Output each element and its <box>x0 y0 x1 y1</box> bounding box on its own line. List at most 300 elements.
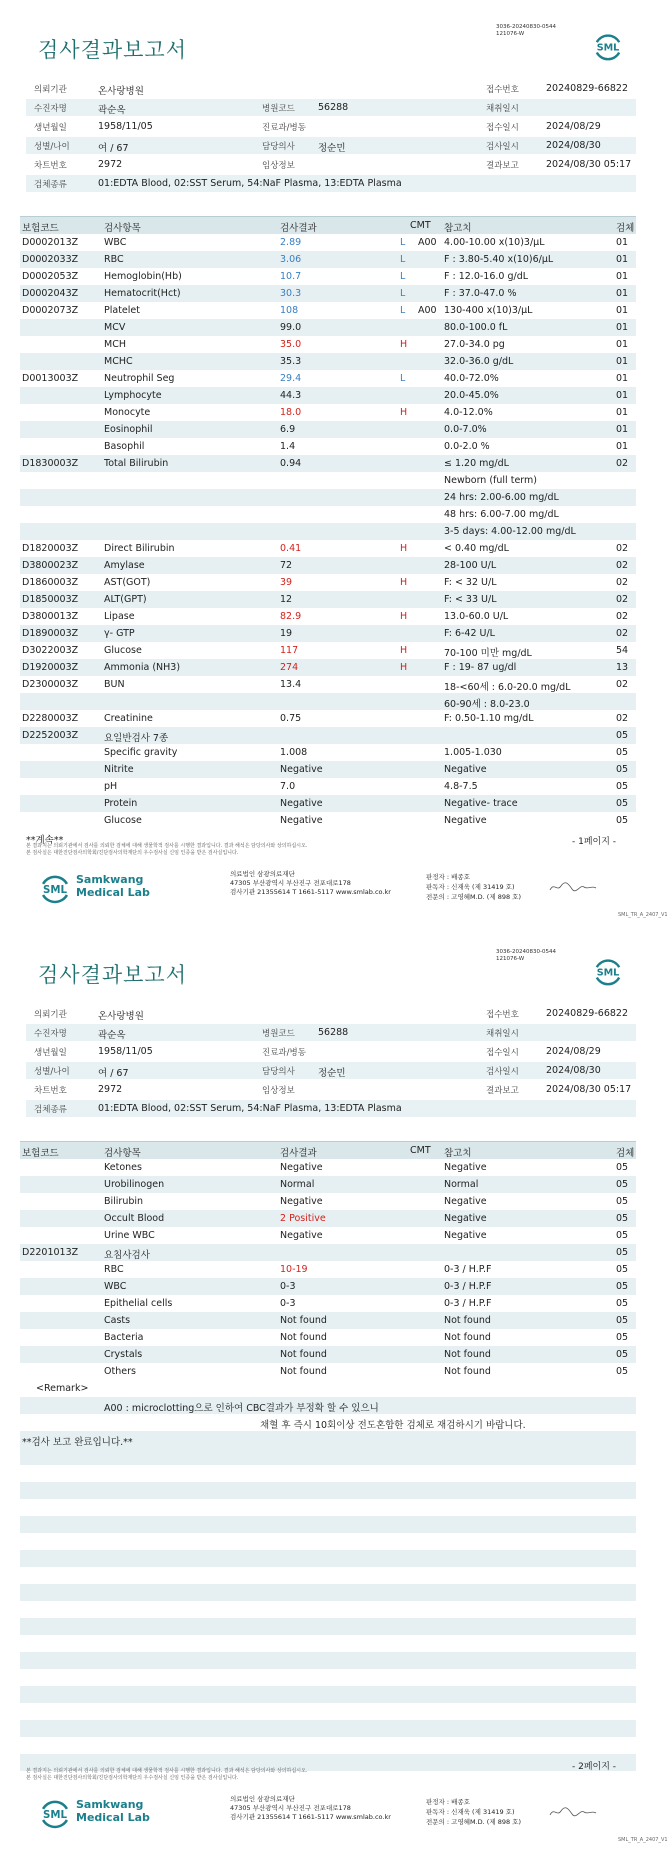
staff-line: 판정자 : 배종호 <box>426 873 470 881</box>
reference-range: Not found <box>444 1332 491 1343</box>
test-result: 35.3 <box>280 356 302 367</box>
header-label: 수진자명 <box>34 1029 67 1039</box>
result-flag: L <box>400 288 406 299</box>
sml-logo-icon <box>38 1797 72 1831</box>
test-result: 6.9 <box>280 424 296 435</box>
specimen-code: 01 <box>616 271 629 282</box>
insurance-code: D1860003Z <box>22 577 79 588</box>
header-label: 채취일시 <box>486 104 519 114</box>
header-label: 검체종류 <box>34 180 67 190</box>
test-item: Crystals <box>104 1349 143 1360</box>
test-item: Ammonia (NH3) <box>104 662 181 673</box>
reference-range: F : 37.0-47.0 % <box>444 288 517 299</box>
result-flag: H <box>400 662 408 673</box>
test-result: 12 <box>280 594 293 605</box>
test-item: Bilirubin <box>104 1196 144 1207</box>
column-label: 검체 <box>616 223 635 234</box>
test-result: 82.9 <box>280 611 302 622</box>
header-value: 2972 <box>98 1084 123 1095</box>
header-label: 병원코드 <box>262 1029 295 1039</box>
header-value: 2024/08/30 05:17 <box>546 159 632 170</box>
result-row <box>20 1193 636 1210</box>
test-item: Epithelial cells <box>104 1298 173 1309</box>
form-code: SML_TR_A_2407_V1 <box>618 912 668 918</box>
result-row <box>20 268 636 285</box>
header-row <box>26 80 636 97</box>
result-row <box>20 438 636 455</box>
remark-text: A00 : microclotting으로 인하여 CBC결과가 부정확 할 수 있으니 <box>104 1403 379 1414</box>
specimen-code: 05 <box>616 1196 629 1207</box>
test-result: Normal <box>280 1179 315 1190</box>
test-item: Others <box>104 1366 136 1377</box>
header-label: 성별/나이 <box>34 1067 70 1077</box>
test-item: BUN <box>104 679 125 690</box>
doc-code-line: 3036-20240830-0544 <box>496 949 556 955</box>
test-item: Lymphocyte <box>104 390 162 401</box>
org-name: 의료법인 삼광의료재단 <box>230 870 295 878</box>
test-result: 108 <box>280 305 299 316</box>
result-row <box>20 540 636 557</box>
specimen-code: 02 <box>616 628 629 639</box>
test-result: 19 <box>280 628 293 639</box>
fine-print-line: 본 검사실은 대한진단검사의학회/진단검사의학재단의 우수검사실 신임 인증을 받은 검사실입니다. <box>26 849 239 856</box>
test-item: Creatinine <box>104 713 153 724</box>
company-name-line: Medical Lab <box>76 1811 150 1824</box>
specimen-code: 05 <box>616 781 629 792</box>
result-row <box>20 302 636 319</box>
test-item: Hemoglobin(Hb) <box>104 271 182 282</box>
reference-range: Negative <box>444 764 487 775</box>
result-row <box>20 795 636 812</box>
test-item: Urobilinogen <box>104 1179 165 1190</box>
reference-range: ≤ 1.20 mg/dL <box>444 458 509 469</box>
fine-print-line: 본 결과지는 의뢰기관에서 검사를 의뢰한 검체에 대해 생물학적 검사를 시행한 결과입니다. 결과 해석은 담당의사와 상의하십시오. <box>26 843 308 849</box>
result-row <box>20 1329 636 1346</box>
result-row <box>20 642 636 659</box>
header-label: 임상정보 <box>262 1086 295 1096</box>
test-result: 274 <box>280 662 299 673</box>
specimen-code: 02 <box>616 543 629 554</box>
column-label: 검사결과 <box>280 1148 317 1159</box>
empty-row <box>20 1720 636 1737</box>
reference-range: Negative- trace <box>444 798 518 809</box>
column-label: 검체 <box>616 1148 635 1159</box>
test-item: Neutrophil Seg <box>104 373 175 384</box>
test-result: Negative <box>280 1162 323 1173</box>
signature-icon <box>548 1805 598 1819</box>
page-number: - 2페이지 - <box>572 1762 617 1772</box>
empty-row <box>20 1601 636 1618</box>
column-label: 보험코드 <box>22 1148 59 1159</box>
org-name: 의료법인 삼광의료재단 <box>230 1795 295 1803</box>
reference-range: 24 hrs: 2.00-6.00 mg/dL <box>444 492 559 503</box>
specimen-code: 05 <box>616 1162 629 1173</box>
header-value: 01:EDTA Blood, 02:SST Serum, 54:NaF Plasma, 13:EDTA Plasma <box>98 1103 402 1114</box>
test-item: Total Bilirubin <box>104 458 169 469</box>
header-value: 온사랑병원 <box>98 1011 144 1022</box>
reference-range: 0.0-2.0 % <box>444 441 490 452</box>
result-row <box>20 778 636 795</box>
signature-icon <box>548 880 598 894</box>
remark-row <box>20 1431 636 1448</box>
result-row <box>20 1244 636 1261</box>
test-result: Negative <box>280 1196 323 1207</box>
header-row <box>26 1043 636 1060</box>
result-row <box>20 523 636 540</box>
address: 47305 부산광역시 부산진구 전포대로178 <box>230 1804 351 1812</box>
insurance-code: D0002013Z <box>22 237 79 248</box>
reference-range: 4.0-12.0% <box>444 407 493 418</box>
fine-print-line: 본 결과지는 의뢰기관에서 검사를 의뢰한 검체에 대해 생물학적 검사를 시행한 결과입니다. 결과 해석은 담당의사와 상의하십시오. <box>26 1768 308 1774</box>
specimen-code: 02 <box>616 577 629 588</box>
empty-row <box>20 1618 636 1635</box>
specimen-code: 05 <box>616 1315 629 1326</box>
test-result: 2 Positive <box>280 1213 326 1224</box>
header-label: 접수일시 <box>486 1048 519 1058</box>
report-complete: **검사 보고 완료입니다.** <box>22 1437 133 1448</box>
specimen-code: 01 <box>616 339 629 350</box>
header-row <box>26 118 636 135</box>
header-label: 성별/나이 <box>34 142 70 152</box>
result-row <box>20 1295 636 1312</box>
test-result: 2.89 <box>280 237 302 248</box>
insurance-code: D3800023Z <box>22 560 79 571</box>
column-header <box>20 1141 636 1159</box>
test-result: 30.3 <box>280 288 302 299</box>
result-row <box>20 1363 636 1380</box>
header-label: 생년월일 <box>34 123 67 133</box>
header-value: 곽순옥 <box>98 105 126 116</box>
svg-text:SML: SML <box>596 967 620 979</box>
reference-range: Normal <box>444 1179 479 1190</box>
empty-row <box>20 1652 636 1669</box>
header-label: 검체종류 <box>34 1105 67 1115</box>
form-code: SML_TR_A_2407_V1 <box>618 1837 668 1843</box>
result-row <box>20 353 636 370</box>
column-label: CMT <box>410 220 431 231</box>
staff-line: 판독자 : 신재욱 (제 31419 호) <box>426 1808 515 1816</box>
result-row <box>20 557 636 574</box>
test-result: Not found <box>280 1332 327 1343</box>
test-item: MCH <box>104 339 126 350</box>
empty-row <box>20 1737 636 1754</box>
continue-note: **계속** <box>26 835 64 846</box>
insurance-code: D1820003Z <box>22 543 79 554</box>
result-row <box>20 285 636 302</box>
test-item: Specific gravity <box>104 747 178 758</box>
document-code <box>496 24 556 38</box>
reference-range: 3-5 days: 4.00-12.00 mg/dL <box>444 526 576 537</box>
header-label: 수진자명 <box>34 104 67 114</box>
doc-code-line: 121076-W <box>496 956 525 962</box>
result-flag: L <box>400 305 406 316</box>
report-title: 검사결과보고서 <box>38 963 188 987</box>
header-row <box>26 1100 636 1117</box>
test-result: Not found <box>280 1366 327 1377</box>
result-row <box>20 659 636 676</box>
test-result: 0.94 <box>280 458 302 469</box>
header-value: 정순민 <box>318 143 346 154</box>
test-item: Nitrite <box>104 764 134 775</box>
test-item: Bacteria <box>104 1332 144 1343</box>
result-row <box>20 574 636 591</box>
specimen-code: 05 <box>616 1281 629 1292</box>
header-row <box>26 1005 636 1022</box>
fine-print-line: 본 검사실은 대한진단검사의학회/진단검사의학재단의 우수검사실 신임 인증을 받은 검사실입니다. <box>26 1774 239 1781</box>
header-label: 임상정보 <box>262 161 295 171</box>
reference-range: 60-90세 : 8.0-23.0 <box>444 699 530 710</box>
header-value: 01:EDTA Blood, 02:SST Serum, 54:NaF Plasma, 13:EDTA Plasma <box>98 178 402 189</box>
reference-range: 1.005-1.030 <box>444 747 502 758</box>
test-result: 99.0 <box>280 322 302 333</box>
specimen-code: 05 <box>616 1332 629 1343</box>
empty-row <box>20 1516 636 1533</box>
test-item: pH <box>104 781 118 792</box>
report-title: 검사결과보고서 <box>38 38 188 62</box>
reference-range: 0-3 / H.P.F <box>444 1264 492 1275</box>
staff-info <box>426 872 521 902</box>
comment-code: A00 <box>418 237 437 248</box>
result-row <box>20 710 636 727</box>
header-label: 접수번호 <box>486 1010 519 1020</box>
sml-logo-icon <box>592 956 624 988</box>
header-label: 결과보고 <box>486 161 519 171</box>
header-value: 2024/08/30 <box>546 1065 601 1076</box>
svg-text:SML: SML <box>43 884 67 896</box>
test-item: Monocyte <box>104 407 151 418</box>
test-item: Casts <box>104 1315 131 1326</box>
header-label: 차트번호 <box>34 1086 67 1096</box>
company-name <box>76 873 150 899</box>
insurance-code: D0002033Z <box>22 254 79 265</box>
header-value: 2024/08/29 <box>546 1046 601 1057</box>
result-flag: H <box>400 645 408 656</box>
header-value: 여 / 67 <box>98 1068 129 1079</box>
staff-line: 전문의 : 고영혜M.D. (제 898 호) <box>426 1818 521 1826</box>
insurance-code: D1850003Z <box>22 594 79 605</box>
specimen-code: 01 <box>616 373 629 384</box>
remark-row <box>20 1397 636 1414</box>
header-row <box>26 156 636 173</box>
column-label: 검사항목 <box>104 223 141 234</box>
test-item: MCHC <box>104 356 133 367</box>
result-flag: H <box>400 339 408 350</box>
result-flag: H <box>400 407 408 418</box>
insurance-code: D3022003Z <box>22 645 79 656</box>
header-value: 20240829-66822 <box>546 1008 629 1019</box>
reference-range: F: < 32 U/L <box>444 577 497 588</box>
header-label: 채취일시 <box>486 1029 519 1039</box>
test-result: 35.0 <box>280 339 302 350</box>
doc-code-line: 121076-W <box>496 31 525 37</box>
insurance-code: D0002053Z <box>22 271 79 282</box>
result-row <box>20 591 636 608</box>
reference-range: Negative <box>444 1213 487 1224</box>
remark-row <box>20 1380 636 1397</box>
test-item: Lipase <box>104 611 135 622</box>
specimen-code: 05 <box>616 730 629 741</box>
sml-logo-icon <box>592 31 624 63</box>
specimen-code: 05 <box>616 1179 629 1190</box>
result-row <box>20 1210 636 1227</box>
reference-range: 130-400 x(10)3/μL <box>444 305 533 316</box>
reference-range: Negative <box>444 1162 487 1173</box>
reference-range: 32.0-36.0 g/dL <box>444 356 514 367</box>
header-row <box>26 99 636 116</box>
header-label: 담당의사 <box>262 142 295 152</box>
result-row <box>20 506 636 523</box>
test-item: Occult Blood <box>104 1213 165 1224</box>
specimen-code: 02 <box>616 679 629 690</box>
specimen-code: 05 <box>616 1230 629 1241</box>
address: 47305 부산광역시 부산진구 전포대로178 <box>230 879 351 887</box>
reference-range: F : 3.80-5.40 x(10)6/μL <box>444 254 554 265</box>
result-row <box>20 1227 636 1244</box>
result-row <box>20 1278 636 1295</box>
specimen-code: 01 <box>616 424 629 435</box>
specimen-code: 05 <box>616 815 629 826</box>
specimen-code: 05 <box>616 1264 629 1275</box>
company-info <box>230 870 391 897</box>
reference-range: 4.8-7.5 <box>444 781 478 792</box>
reference-range: 28-100 U/L <box>444 560 497 571</box>
test-result: 0.41 <box>280 543 302 554</box>
header-label: 결과보고 <box>486 1086 519 1096</box>
fine-print <box>26 843 307 856</box>
header-label: 의뢰기관 <box>34 85 67 95</box>
specimen-code: 01 <box>616 441 629 452</box>
empty-row <box>20 1669 636 1686</box>
test-result: 0-3 <box>280 1281 296 1292</box>
specimen-code: 02 <box>616 594 629 605</box>
reference-range: F: 0.50-1.10 mg/dL <box>444 713 534 724</box>
empty-row <box>20 1584 636 1601</box>
staff-line: 판정자 : 배종호 <box>426 1798 470 1806</box>
specimen-code: 01 <box>616 305 629 316</box>
result-row <box>20 727 636 744</box>
reference-range: F : 12.0-16.0 g/dL <box>444 271 529 282</box>
empty-row <box>20 1567 636 1584</box>
column-label: 검사항목 <box>104 1148 141 1159</box>
test-result: 1.4 <box>280 441 296 452</box>
company-name <box>76 1798 150 1824</box>
result-row <box>20 693 636 710</box>
test-item: RBC <box>104 254 124 265</box>
result-row <box>20 744 636 761</box>
insurance-code: D3800013Z <box>22 611 79 622</box>
insurance-code: D2252003Z <box>22 730 79 741</box>
reference-range: F: 6-42 U/L <box>444 628 495 639</box>
result-row <box>20 1312 636 1329</box>
specimen-code: 01 <box>616 322 629 333</box>
test-item: AST(GOT) <box>104 577 151 588</box>
test-result: Negative <box>280 815 323 826</box>
test-item: Ketones <box>104 1162 142 1173</box>
result-row <box>20 336 636 353</box>
column-label: 검사결과 <box>280 223 317 234</box>
header-value: 정순민 <box>318 1068 346 1079</box>
empty-row <box>20 1499 636 1516</box>
reference-range: Not found <box>444 1366 491 1377</box>
column-label: CMT <box>410 1145 431 1156</box>
test-item: WBC <box>104 237 127 248</box>
specimen-code: 05 <box>616 747 629 758</box>
empty-row <box>20 1533 636 1550</box>
comment-code: A00 <box>418 305 437 316</box>
insurance-code: D2201013Z <box>22 1247 79 1258</box>
header-row <box>26 137 636 154</box>
specimen-code: 05 <box>616 1349 629 1360</box>
header-label: 생년월일 <box>34 1048 67 1058</box>
reference-range: 0.0-7.0% <box>444 424 487 435</box>
test-item: 요침사검사 <box>104 1250 150 1261</box>
header-row <box>26 1024 636 1041</box>
empty-row <box>20 1482 636 1499</box>
result-flag: L <box>400 271 406 282</box>
insurance-code: D1830003Z <box>22 458 79 469</box>
header-value: 2024/08/30 05:17 <box>546 1084 632 1095</box>
header-value: 2972 <box>98 159 123 170</box>
doc-code-line: 3036-20240830-0544 <box>496 24 556 30</box>
header-label: 검사일시 <box>486 1067 519 1077</box>
specimen-code: 05 <box>616 1213 629 1224</box>
reference-range: 70-100 미만 mg/dL <box>444 648 532 659</box>
reference-range: 40.0-72.0% <box>444 373 499 384</box>
specimen-code: 02 <box>616 611 629 622</box>
header-value: 곽순옥 <box>98 1030 126 1041</box>
insurance-code: D2280003Z <box>22 713 79 724</box>
reference-range: 27.0-34.0 pg <box>444 339 505 350</box>
result-row <box>20 812 636 829</box>
header-label: 접수일시 <box>486 123 519 133</box>
reference-range: 4.00-10.00 x(10)3/μL <box>444 237 545 248</box>
test-result: Negative <box>280 1230 323 1241</box>
header-row <box>26 175 636 192</box>
result-row <box>20 251 636 268</box>
header-label: 담당의사 <box>262 1067 295 1077</box>
company-name-line: Samkwang <box>76 873 144 886</box>
test-item: WBC <box>104 1281 127 1292</box>
insurance-code: D1920003Z <box>22 662 79 673</box>
reference-range: F : 19- 87 ug/dl <box>444 662 517 673</box>
header-label: 병원코드 <box>262 104 295 114</box>
remark-title: <Remark> <box>36 1383 89 1394</box>
header-value: 56288 <box>318 102 349 113</box>
test-result: 3.06 <box>280 254 302 265</box>
specimen-code: 01 <box>616 254 629 265</box>
result-flag: L <box>400 254 406 265</box>
test-item: Eosinophil <box>104 424 153 435</box>
header-value: 1958/11/05 <box>98 121 153 132</box>
header-label: 차트번호 <box>34 161 67 171</box>
staff-line: 전문의 : 고영혜M.D. (제 898 호) <box>426 893 521 901</box>
reference-range: 80.0-100.0 fL <box>444 322 508 333</box>
specimen-code: 13 <box>616 662 629 673</box>
result-flag: L <box>400 373 406 384</box>
reference-range: Not found <box>444 1349 491 1360</box>
result-row <box>20 489 636 506</box>
header-value: 2024/08/29 <box>546 121 601 132</box>
empty-row <box>20 1703 636 1720</box>
test-result: 13.4 <box>280 679 302 690</box>
test-result: 18.0 <box>280 407 302 418</box>
test-item: Protein <box>104 798 138 809</box>
result-row <box>20 319 636 336</box>
reference-range: Newborn (full term) <box>444 475 537 486</box>
insurance-code: D1890003Z <box>22 628 79 639</box>
test-result: 1.008 <box>280 747 308 758</box>
reference-range: F: < 33 U/L <box>444 594 497 605</box>
